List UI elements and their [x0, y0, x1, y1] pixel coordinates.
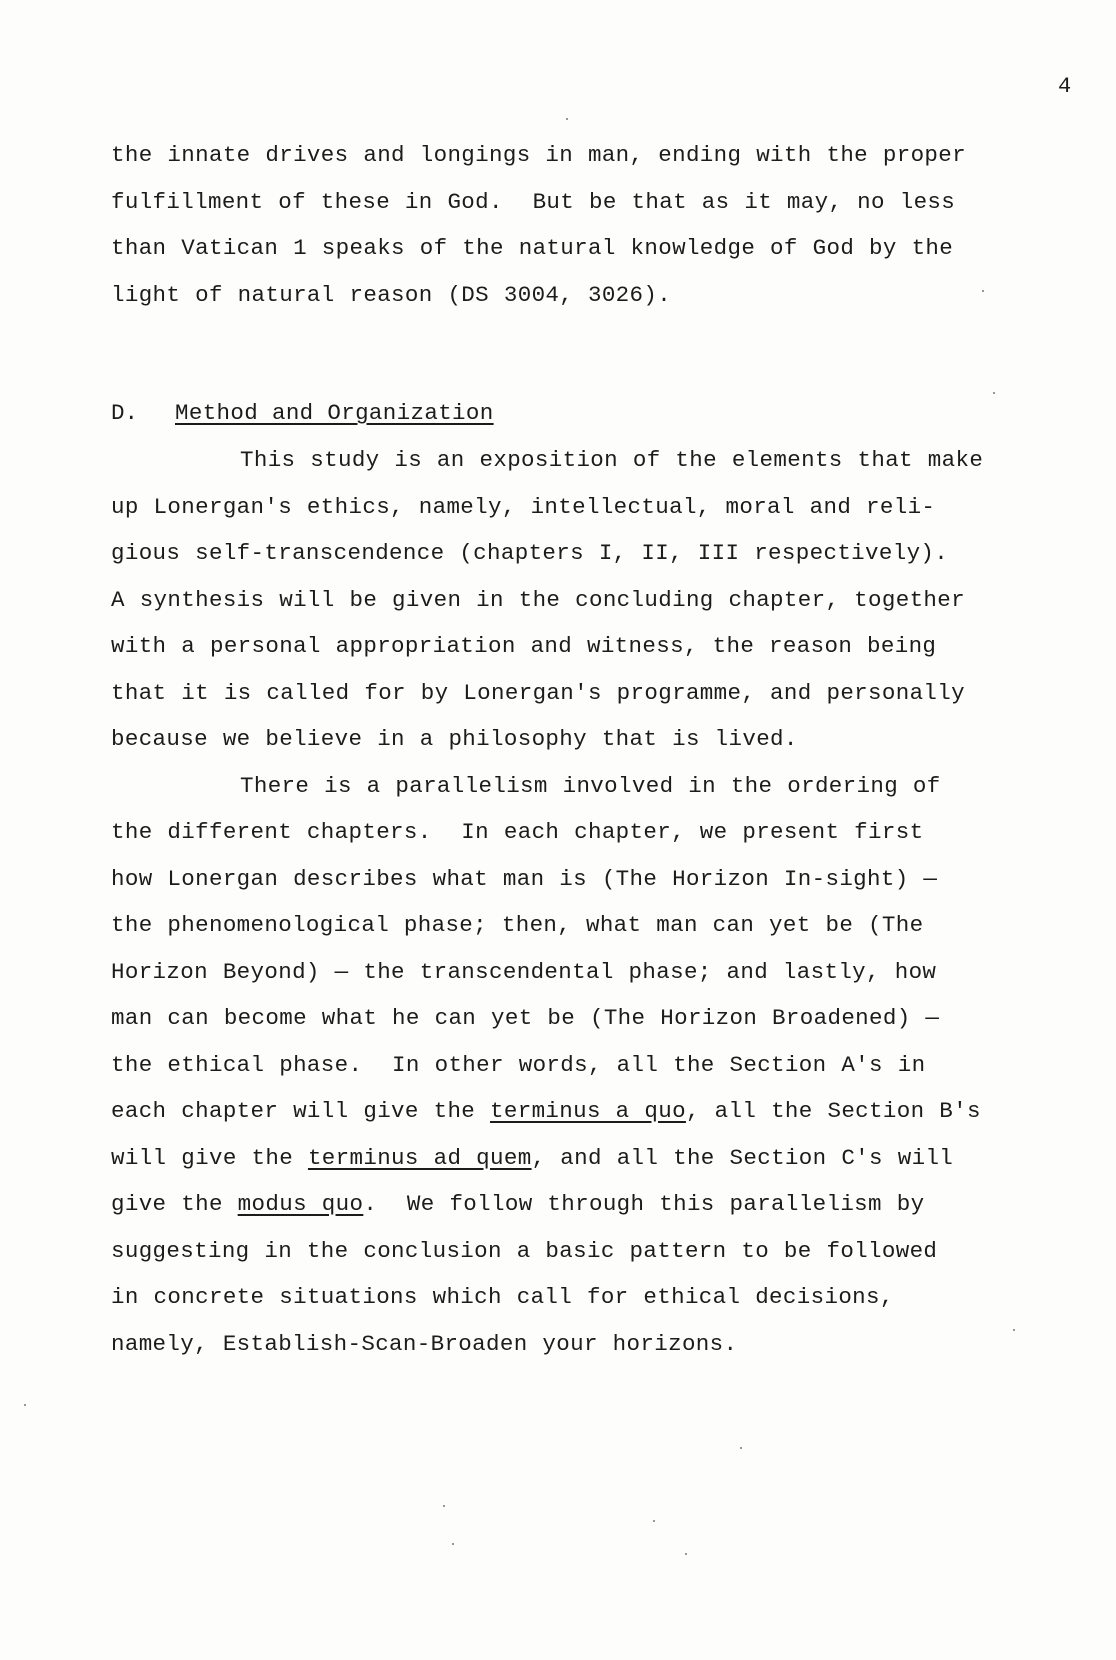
scan-speck — [653, 1520, 655, 1522]
scan-speck — [566, 118, 568, 120]
text-segment: , all the Section B's — [685, 1098, 981, 1124]
text-line-with-term — [111, 1096, 981, 1126]
underlined-term: terminus ad quem — [307, 1145, 532, 1171]
scan-speck — [24, 1404, 26, 1406]
text-line: how Lonergan describes what man is (The Horizon In-sight) — — [111, 866, 938, 892]
text-line: in concrete situations which call for ethical decisions, — [111, 1284, 894, 1310]
text-line: gious self-transcendence (chapters I, II, III respectively). — [111, 540, 949, 566]
section-title: Method and Organization — [175, 400, 494, 426]
scan-speck — [452, 1543, 454, 1545]
text-line: than Vatican 1 speaks of the natural knowledge of God by the — [111, 235, 954, 261]
scan-speck — [1013, 1329, 1015, 1331]
text-line-with-term — [111, 1143, 953, 1173]
text-line: the innate drives and longings in man, ending with the proper — [111, 142, 966, 168]
text-line: the ethical phase. In other words, all the Section A's in — [111, 1052, 926, 1078]
text-line: fulfillment of these in God. But be that as it may, no less — [111, 189, 956, 215]
text-segment: , and all the Section C's will — [531, 1145, 954, 1171]
scan-speck — [443, 1505, 445, 1507]
text-segment: will give the — [111, 1145, 308, 1171]
underlined-term: terminus a quo — [490, 1098, 686, 1124]
text-line: Horizon Beyond) — the transcendental phase; and lastly, how — [111, 959, 937, 985]
text-line: up Lonergan's ethics, namely, intellectual, moral and reli- — [111, 494, 936, 520]
text-segment: . We follow through this parallelism by — [363, 1191, 925, 1217]
text-line: namely, Establish-Scan-Broaden your horizons. — [111, 1331, 738, 1357]
underlined-term: modus quo — [237, 1191, 364, 1217]
text-line: suggesting in the conclusion a basic pattern to be followed — [111, 1238, 938, 1264]
text-line: with a personal appropriation and witness, the reason being — [111, 633, 937, 659]
scan-speck — [740, 1447, 742, 1449]
text-line: light of natural reason (DS 3004, 3026). — [111, 282, 672, 308]
text-line: the phenomenological phase; then, what man can yet be (The — [111, 912, 924, 938]
text-line-with-term — [111, 1189, 924, 1219]
scan-speck — [982, 290, 984, 292]
text-line: This study is an exposition of the elements that make — [240, 447, 984, 473]
text-line: There is a parallelism involved in the ordering of — [240, 773, 941, 799]
text-line: that it is called for by Lonergan's programme, and personally — [111, 680, 965, 706]
scan-speck — [685, 1553, 687, 1555]
page-number: 4 — [1058, 74, 1072, 99]
text-line: the different chapters. In each chapter, we present first — [111, 819, 924, 845]
text-line: because we believe in a philosophy that is lived. — [111, 726, 798, 752]
text-line: A synthesis will be given in the concluding chapter, together — [111, 587, 965, 613]
text-line: man can become what he can yet be (The Horizon Broadened) — — [111, 1005, 940, 1031]
scan-speck — [993, 392, 995, 394]
text-segment: give the — [111, 1191, 238, 1217]
text-segment: each chapter will give the — [111, 1098, 491, 1124]
section-label: D. — [111, 400, 139, 426]
